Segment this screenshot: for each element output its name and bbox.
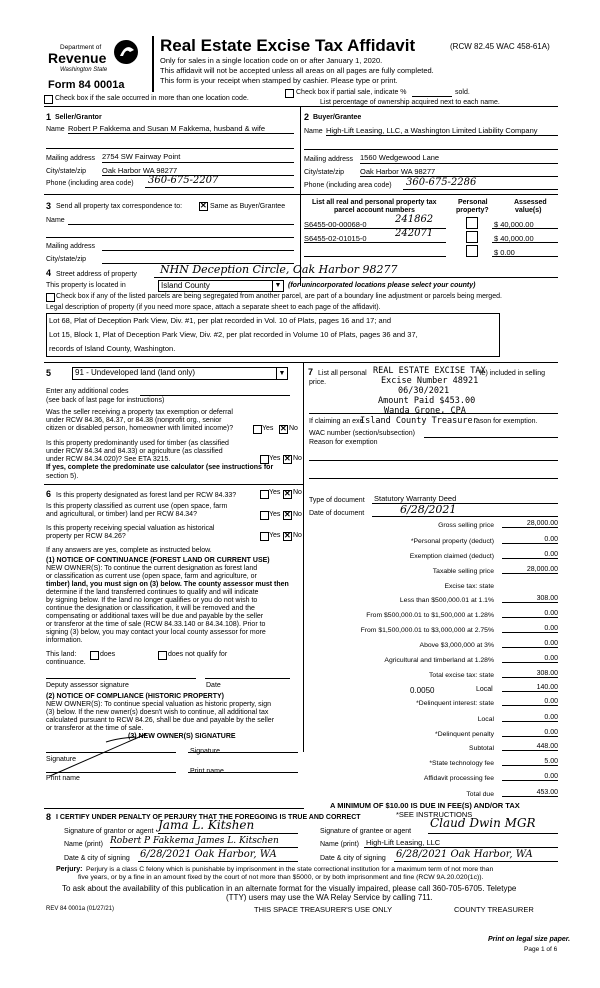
yes-label: Yes — [269, 532, 281, 539]
tax-row-label: Excise tax: state — [444, 583, 494, 590]
total-due[interactable]: 453.00 — [502, 789, 558, 797]
section-3-city-label: City/state/zip — [46, 256, 87, 263]
q6-2-yes-checkbox[interactable] — [260, 511, 269, 520]
q6-2: and agricultural, or timber) land per RCW 84.34? — [46, 511, 197, 518]
legal-line: records of Island County, Washington. — [49, 344, 176, 353]
tax-row-label: Total excise tax: state — [429, 672, 494, 679]
document-type-label: Type of document — [309, 497, 365, 504]
notice-line: calculated pursuant to RCW 84.26, shall be due and payable by the seller — [46, 717, 275, 724]
delinquent-interest-state[interactable]: 0.00 — [502, 698, 558, 706]
deputy-signature-label: Deputy assessor signature — [46, 682, 129, 689]
delinquent-penalty[interactable]: 0.00 — [502, 729, 558, 737]
q6-3: Is this property receiving special valuation as historical — [46, 525, 215, 532]
stamp-line: Island County Treasurer — [360, 416, 478, 426]
tax-tier-1[interactable]: 308.00 — [502, 595, 558, 603]
stamp-line: Amount Paid $453.00 — [378, 396, 476, 406]
deputy-date-label: Date — [206, 682, 221, 689]
title-line-2: This affidavit will not be accepted unless all areas on all pages are fully completed. — [160, 66, 434, 75]
grantor-print-label: Name (print) — [64, 841, 103, 848]
notice-line: by signing below. If the land no longer qualifies or you do not wish to — [46, 597, 258, 604]
tax-row-label: Exemption claimed (deduct) — [409, 553, 494, 560]
revision-number: REV 84 0001a (01/27/21) — [46, 906, 115, 912]
parcel-handwritten-number: 242071 — [395, 228, 434, 239]
notice-line: continue the designation or classification, it will be removed and the — [46, 605, 255, 612]
new-owner-print-label: Print name — [46, 775, 80, 782]
no-label: No — [293, 532, 302, 539]
document-date-field[interactable]: 6/28/2021 — [400, 503, 457, 516]
tax-tier-4[interactable]: 0.00 — [502, 640, 558, 648]
grantee-print-label: Name (print) — [320, 841, 359, 848]
exemption-claim-label: If claiming an exe — [309, 418, 364, 425]
same-as-buyer-checkbox[interactable] — [199, 202, 208, 211]
local-label: Local — [476, 686, 493, 693]
agency-dept: Department of — [60, 44, 102, 51]
notice-line: timber) land, you must sign on (3) below. The county assessor must then — [46, 581, 289, 588]
document-date-label: Date of document — [309, 510, 365, 517]
legal-line: Lot 68, Plat of Deception Park View, Div. #1, per plat recorded in Vol. 10 of Plats, pages 16 and 17; and — [49, 316, 392, 325]
notice-line: (3) below. If the new owner(s) doesn't wish to continue, all additional tax — [46, 709, 269, 716]
form-title: Real Estate Excise Tax Affidavit — [160, 36, 416, 55]
personal-property-checkbox[interactable] — [466, 217, 478, 229]
seller-phone-field[interactable]: 360-675-2207 — [148, 175, 219, 186]
taxable-selling-price[interactable]: 28,000.00 — [502, 566, 558, 574]
notice-line: or transferor at the time of sale (RCW 84.33.140 or 84.34.108). Prior to — [46, 621, 266, 628]
same-as-buyer-label: Same as Buyer/Grantee — [210, 203, 286, 210]
buyer-name-field[interactable]: High-Lift Leasing, LLC, a Washington Limited Liability Company — [326, 126, 538, 135]
seller-name-label: Name — [46, 126, 65, 133]
tax-row-label: From $500,000.01 to $1,500,000 at 1.28% — [366, 612, 494, 619]
partial-sold-label: sold. — [455, 89, 470, 96]
certify-statement: I CERTIFY UNDER PENALTY OF PERJURY THAT THE FOREGOING IS TRUE AND CORRECT — [56, 814, 361, 821]
state-technology-fee[interactable]: 5.00 — [502, 758, 558, 766]
notice-2-heading: (2) NOTICE OF COMPLIANCE (HISTORIC PROPERTY) — [46, 693, 224, 700]
does-not-label: does not qualify for — [168, 651, 228, 658]
no-label: No — [293, 489, 302, 496]
tax-tier-2[interactable]: 0.00 — [502, 610, 558, 618]
section-2-number: 2 — [304, 112, 310, 122]
perjury-line-2: five years, or by a fine in an amount fixed by the court of not more than $5000, or by both imprisonment and fine (RCW 9A.20.020(1c)). — [78, 874, 484, 881]
tax-row-label: *Personal property (deduct) — [410, 538, 494, 545]
gross-selling-price[interactable]: 28,000.00 — [502, 520, 558, 528]
buyer-phone-label: Phone (including area code) — [304, 182, 392, 189]
segregated-checkbox[interactable] — [46, 293, 55, 302]
wac-label: WAC number (section/subsection) — [309, 430, 415, 437]
chevron-down-icon[interactable]: ▼ — [272, 281, 283, 291]
section-7-number: 7 — [308, 367, 314, 377]
parcel-number[interactable]: S6455-02-01015-0 — [304, 234, 367, 243]
tax-row-label: *Delinquent penalty — [435, 731, 494, 738]
notice-line: NEW OWNER(S): To continue special valuation as historic property, sign — [46, 701, 271, 708]
section-7-price: price. — [309, 379, 327, 386]
county-select[interactable] — [158, 280, 284, 292]
notice-line: NEW OWNER(S): To continue the current designation as forest land — [46, 565, 258, 572]
seller-heading: Seller/Grantor — [55, 114, 102, 121]
see-instructions-note: *SEE INSTRUCTIONS — [396, 810, 473, 819]
legal-description-label: Legal description of property (if you need more space, attach a separate sheet to each page of the affidavit). — [46, 304, 381, 311]
no-label: No — [289, 425, 298, 432]
unincorporated-note: (for unincorporated locations please select your county) — [288, 282, 476, 289]
buyer-city-field[interactable]: Oak Harbor WA 98277 — [360, 167, 436, 176]
alternate-format-line-2: (TTY) users may use the WA Relay Service by calling 711. — [226, 893, 433, 902]
affidavit-processing-fee[interactable]: 0.00 — [502, 773, 558, 781]
q6-3: property per RCW 84.26? — [46, 533, 126, 540]
county-label: This property is located in — [46, 282, 126, 289]
q5-2-yes-checkbox[interactable] — [260, 455, 269, 464]
grantor-date-city: 6/28/2021 Oak Harbor, WA — [140, 849, 277, 860]
local-tax[interactable]: 140.00 — [502, 684, 558, 692]
notice-line: determine if the land transferred continues to qualify and will indicate — [46, 589, 259, 596]
ownership-note: List percentage of ownership acquired next to each name. — [320, 99, 500, 106]
parcels-heading-3b: value(s) — [515, 207, 542, 214]
partial-sale-checkbox[interactable] — [285, 89, 294, 98]
new-owner-signature-label-2: Signature — [190, 748, 220, 755]
title-line-3: This form is your receipt when stamped by cashier. Please type or print. — [160, 76, 398, 85]
stamp-line: 06/30/2021 — [398, 386, 450, 396]
title-line-1: Only for sales in a single location code on or after January 1, 2020. — [160, 56, 383, 65]
q5-1-line: under RCW 84.36, 84.37, or 84.38 (nonprofit org., senior — [46, 417, 222, 424]
section-3-number: 3 — [46, 201, 52, 211]
codes-label: Enter any additional codes — [46, 388, 129, 395]
new-owner-signature-label: Signature — [46, 756, 76, 763]
parcels-heading-1: List all real and personal property tax — [312, 199, 437, 206]
segregated-label: Check box if any of the listed parcels are being segregated from another parcel, are part of a boundary line adjustment or parcels being merged. — [56, 293, 502, 300]
parcels-heading-2b: property? — [456, 207, 489, 214]
partial-sale-label: Check box if partial sale, indicate % — [296, 89, 407, 96]
legal-size-note: Print on legal size paper. — [488, 936, 571, 943]
county-value: Island County — [161, 281, 210, 290]
q5-1-no-checkbox[interactable] — [279, 425, 288, 434]
seller-mail-field[interactable]: 2754 SW Fairway Point — [102, 152, 181, 161]
section-3-mail-label: Mailing address — [46, 243, 96, 250]
assessed-value[interactable]: $ 40,000.00 — [494, 220, 534, 229]
q5-2-line: under RCW 84.34.020)? See ETA 3215. — [46, 456, 171, 463]
perjury-label: Perjury: — [56, 866, 83, 873]
grantor-print-name: Robert P Fakkema James L. Kitschen — [110, 836, 279, 846]
seller-mail-label: Mailing address — [46, 155, 96, 162]
q5-1-line: Was the seller receiving a property tax exemption or deferral — [46, 409, 233, 416]
local-rate: 0.0050 — [410, 686, 435, 695]
does-label: does — [100, 651, 116, 658]
personal-property-checkbox[interactable] — [466, 231, 478, 243]
q5-1-yes-checkbox[interactable] — [253, 425, 262, 434]
q5-1-line: citizen or disabled person, homeowner with limited income)? — [46, 425, 234, 432]
section-8-number: 8 — [46, 812, 52, 822]
seller-phone-label: Phone (including area code) — [46, 180, 134, 187]
personal-property-deduct[interactable]: 0.00 — [502, 536, 558, 544]
form-rcw: (RCW 82.45 WAC 458-61A) — [450, 42, 550, 51]
section-1-number: 1 — [46, 112, 52, 122]
land-use-value: 91 - Undeveloped land (land only) — [75, 368, 196, 377]
perjury-line-1: Perjury is a class C felony which is punishable by imprisonment in the state correctional institution for a maximum term of not more than — [86, 866, 494, 873]
exemption-deduct[interactable]: 0.00 — [502, 551, 558, 559]
assessed-value[interactable]: $ 40,000.00 — [494, 234, 534, 243]
legal-line: Lot 15, Block 1, Plat of Deception Park View, Div. #2, per plat recorded in Volume 10 of Plats, pages 36 and 37, — [49, 330, 418, 339]
section-6-number: 6 — [46, 489, 52, 499]
q5-2-line: If yes, complete the predominate use calculator (see instructions for — [46, 464, 274, 471]
does-not-checkbox[interactable] — [158, 651, 167, 660]
legal-description-field[interactable] — [46, 313, 500, 357]
grantee-signature: Claud Dwin MGR — [430, 816, 536, 830]
no-label: No — [293, 511, 302, 518]
q5-2-no-checkbox[interactable] — [283, 455, 292, 464]
treasurer-use-label: THIS SPACE TREASURER'S USE ONLY — [254, 905, 393, 914]
grantee-signature-label: Signature of grantee or agent — [320, 828, 412, 835]
revenue-logo-icon — [112, 38, 140, 66]
subtotal[interactable]: 448.00 — [502, 743, 558, 751]
seller-name-field[interactable]: Robert P Fakkema and Susan M Fakkema, husband & wife — [68, 124, 266, 133]
notice-line: signing (3) below, you may contact your local county assessor for more — [46, 629, 266, 636]
tax-tier-3[interactable]: 0.00 — [502, 625, 558, 633]
q5-2-line: section 5). — [46, 473, 79, 480]
alternate-format-line-1: To ask about the availability of this publication in an alternate format for the visually impaired, please call 360-705-6705. Teletype — [62, 884, 517, 893]
q6-1-no-checkbox[interactable] — [283, 490, 292, 499]
grantee-print-name: High-Lift Leasing, LLC — [366, 838, 441, 847]
yes-label: Yes — [269, 489, 281, 496]
minimum-fee-note: A MINIMUM OF $10.00 IS DUE IN FEE(S) AND/OR TAX — [330, 801, 520, 810]
parcels-heading-1b: parcel account numbers — [334, 207, 415, 214]
tax-row-label: *State technology fee — [429, 760, 494, 767]
buyer-phone-field[interactable]: 360-675-2286 — [406, 177, 477, 188]
assessed-value[interactable]: $ 0.00 — [494, 248, 515, 257]
grantor-date-city-label: Date & city of signing — [64, 855, 130, 862]
notice-line: compensating or additional taxes will be due and payable by the seller — [46, 613, 264, 620]
parcels-heading-3: Assessed — [514, 199, 547, 206]
tax-row-label: Gross selling price — [438, 522, 494, 529]
tax-row-label: Less than $500,000.01 at 1.1% — [399, 597, 494, 604]
q6-2-no-checkbox[interactable] — [283, 511, 292, 520]
seller-city-label: City/state/zip — [46, 168, 87, 175]
q6-3-no-checkbox[interactable] — [283, 532, 292, 541]
multi-location-checkbox[interactable] — [44, 95, 53, 104]
agency-state: Washington State — [60, 67, 108, 73]
q6-2: Is this property classified as current use (open space, farm — [46, 503, 228, 510]
total-excise-tax-state[interactable]: 308.00 — [502, 670, 558, 678]
notice-line: information. — [46, 637, 83, 644]
land-use-select[interactable] — [72, 367, 288, 380]
stamp-line: Wanda Grone, CPA — [384, 406, 466, 416]
tax-row-label: Agricultural and timberland at 1.28% — [384, 657, 494, 664]
section-5-number: 5 — [46, 368, 52, 378]
section-7-text: List all personal — [318, 370, 367, 377]
section-3-name-label: Name — [46, 217, 65, 224]
tax-agricultural[interactable]: 0.00 — [502, 655, 558, 663]
buyer-city-label: City/state/zip — [304, 169, 345, 176]
answers-note: If any answers are yes, complete as instructed below. — [46, 547, 212, 554]
notice-1-heading: (1) NOTICE OF CONTINUANCE (FOREST LAND OR CURRENT USE) — [46, 557, 270, 564]
reason-label: Reason for exemption — [309, 439, 378, 446]
q6-1-yes-checkbox[interactable] — [260, 490, 269, 499]
notice-line: or transferor at the time of sale. — [46, 725, 144, 732]
q6-1: Is this property designated as forest land per RCW 84.33? — [56, 492, 237, 499]
q5-2-line: under RCW 84.34 and 84.33) or agriculture (as classified — [46, 448, 223, 455]
buyer-name-label: Name — [304, 128, 323, 135]
buyer-heading: Buyer/Grantee — [313, 114, 362, 121]
page-number: Page 1 of 6 — [524, 946, 558, 953]
q5-2-line: Is this property predominantly used for timber (as classified — [46, 440, 229, 447]
codes-instructions: (see back of last page for instructions) — [46, 397, 165, 404]
chevron-down-icon[interactable]: ▼ — [276, 368, 287, 379]
this-land-label: This land: — [46, 651, 77, 658]
seller-city-field[interactable]: Oak Harbor WA 98277 — [102, 166, 178, 175]
agency-name: Revenue — [48, 50, 107, 66]
tax-row-label: From $1,500,000.01 to $3,000,000 at 2.75% — [360, 627, 494, 634]
does-checkbox[interactable] — [90, 651, 99, 660]
parcel-number[interactable]: S6455-00-00068-0 — [304, 220, 367, 229]
form-number: Form 84 0001a — [48, 79, 125, 91]
tax-row-label: Above $3,000,000 at 3% — [419, 642, 494, 649]
grantor-signature: Jama L. Kitshen — [158, 818, 255, 832]
section-7-text-b: le) included in selling — [480, 370, 545, 377]
exemption-claim-label-b: ason for exemption. — [476, 418, 538, 425]
yes-label: Yes — [269, 511, 281, 518]
section-4-number: 4 — [46, 268, 52, 278]
grantor-signature-label: Signature of grantor or agent — [64, 828, 154, 835]
document-type-field[interactable]: Statutory Warranty Deed — [374, 494, 457, 503]
stamp-line: REAL ESTATE EXCISE TAX — [373, 366, 486, 376]
personal-property-checkbox[interactable] — [466, 245, 478, 257]
continuance-label: continuance. — [46, 659, 86, 666]
yes-label: Yes — [269, 455, 281, 462]
county-treasurer-label: COUNTY TREASURER — [454, 905, 534, 914]
buyer-mail-label: Mailing address — [304, 156, 354, 163]
no-label: No — [293, 455, 302, 462]
tax-row-label: Total due — [466, 791, 494, 798]
street-field[interactable]: NHN Deception Circle, Oak Harbor 98277 — [160, 263, 398, 276]
section-3-text: Send all property tax correspondence to: — [56, 203, 183, 210]
buyer-mail-field[interactable]: 1560 Wedgewood Lane — [360, 153, 440, 162]
stamp-line: Excise Number 48921 — [381, 376, 479, 386]
new-owner-print-label-2: Print name — [190, 768, 224, 775]
tax-row-label: *Delinquent interest: state — [416, 700, 494, 707]
multi-location-label: Check box if the sale occurred in more than one location code. — [55, 95, 249, 102]
yes-label: Yes — [262, 425, 274, 432]
delinquent-interest-local[interactable]: 0.00 — [502, 714, 558, 722]
notice-line: or classification as current use (open space, farm and agriculture, or — [46, 573, 257, 580]
grantee-date-city: 6/28/2021 Oak Harbor, WA — [396, 849, 533, 860]
tax-row-label: Taxable selling price — [432, 568, 494, 575]
tax-row-label: Subtotal — [469, 745, 494, 752]
grantee-date-city-label: Date & city of signing — [320, 855, 386, 862]
q6-3-yes-checkbox[interactable] — [260, 532, 269, 541]
tax-row-label: Local — [477, 716, 494, 723]
parcels-heading-2: Personal — [458, 199, 488, 206]
notice-3-heading: (3) NEW OWNER(S) SIGNATURE — [128, 733, 236, 740]
street-label: Street address of property — [56, 271, 137, 278]
tax-row-label: Affidavit processing fee — [423, 775, 494, 782]
parcel-handwritten-number: 241862 — [395, 214, 434, 225]
